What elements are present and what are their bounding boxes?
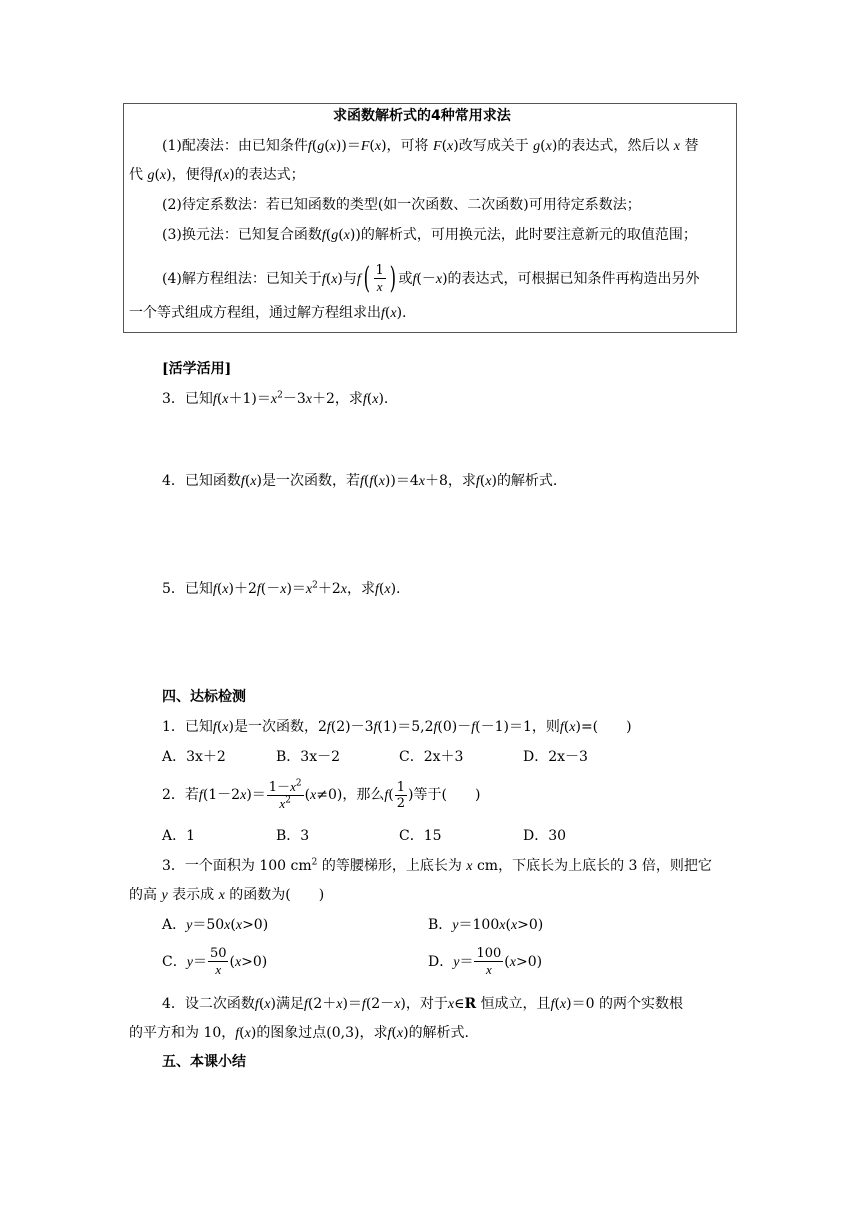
s4-q1-option-a[interactable]: A．3x＋2: [162, 749, 226, 765]
practice-heading: [活学活用]: [162, 361, 232, 377]
s4-q3-option-d[interactable]: D．y＝ $\frac{100}{x}$ (x>0): [428, 946, 543, 977]
s4-q1-option-c[interactable]: C．2x＋3: [399, 749, 464, 765]
section5-heading: 五、本课小结: [162, 1054, 246, 1070]
s4-q3-option-b[interactable]: B．y＝100x(x>0): [428, 917, 544, 933]
method-1-line-1: (1)配凑法：由已知条件f(g(x))＝F(x)，可将 F(x)改写成关于 g(x)的表达式，然后以 x 替: [162, 138, 699, 154]
s4-q2-option-b[interactable]: B．3: [276, 828, 310, 844]
s4-q1-option-d[interactable]: D．2x－3: [523, 749, 588, 765]
s4-q3-option-c[interactable]: C．y＝ $\frac{50}{x}$ (x>0): [162, 946, 268, 977]
f-reciprocal-arg: ( $\frac{1}{x}$ ): [363, 261, 396, 296]
s4-q2-option-a[interactable]: A．1: [162, 828, 196, 844]
method-1-line-2: 代 g(x)，便得f(x)的表达式；: [129, 167, 305, 183]
s4-q2-stem: 2．若f(1－2x)＝ $\frac{1-x^2}{x^2}$ (x≠0)，那么f( $\frac{1}{2}$ )等于( ): [162, 778, 481, 811]
practice-q5: 5．已知$f(x)+2f(-x)=x^2+2x$，求f(x).: [162, 580, 401, 597]
method-2: (2)待定系数法：若已知函数的类型(如一次函数、二次函数)可用待定系数法；: [162, 197, 641, 213]
s4-q3-option-a[interactable]: A．y＝50x(x>0): [162, 917, 269, 933]
s4-q2-option-c[interactable]: C．15: [399, 828, 442, 844]
s4-q4-line-1: 4．设二次函数f(x)满足f(2＋x)＝f(2－x)，对于x∈R 恒成立，且f(x)＝0 的两个实数根: [162, 996, 683, 1012]
s4-q1-option-b[interactable]: B．3x－2: [276, 749, 340, 765]
methods-title: 求函数解析式的4种常用求法: [333, 108, 511, 124]
s4-q4-line-2: 的平方和为 10，f(x)的图象过点(0,3)，求f(x)的解析式.: [129, 1025, 470, 1041]
method-3: (3)换元法：已知复合函数f(g(x))的解析式，可用换元法，此时要注意新元的取值范围；: [162, 227, 697, 243]
practice-q4: 4．已知函数f(x)是一次函数，若f(f(x))＝4x＋8，求f(x)的解析式.: [162, 473, 558, 489]
s4-q3-line-1: 3．一个面积为 100 $cm^2$ 的等腰梯形，上底长为 x cm，下底长为上底长的 3 倍，则把它: [162, 857, 712, 874]
practice-q3: 3．已知$f(x+1)=x^2-3x+2$，求f(x).: [162, 390, 389, 407]
s4-q2-option-d[interactable]: D．30: [523, 828, 567, 844]
s4-q1-stem: 1．已知f(x)是一次函数，2f(2)－3f(1)＝5,2f(0)－f(－1)＝1，则f(x)=( ): [162, 719, 632, 735]
method-4-line-1: (4)解方程组法：已知关于f(x)与f ( $\frac{1}{x}$ ) 或f(－x)的表达式，可根据已知条件再构造出另外: [162, 261, 700, 296]
section4-heading: 四、达标检测: [162, 689, 246, 705]
method-4-line-2: 一个等式组成方程组，通过解方程组求出f(x).: [129, 305, 407, 321]
s4-q3-line-2: 的高 y 表示成 x 的函数为( ): [129, 887, 325, 903]
